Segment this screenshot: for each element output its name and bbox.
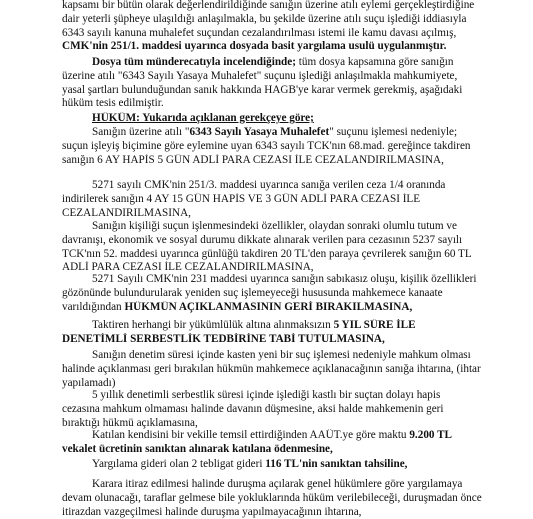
text-line (62, 220, 524, 234)
text-segment: ADLİ PARA CEZASI İLE CEZALANDIRILMASINA, (62, 261, 314, 274)
text-line (62, 248, 524, 262)
text-segment: varıldığından (62, 300, 125, 313)
text-segment: 116 TL'nin sanıktan tahsiline, (265, 458, 408, 470)
text-line (62, 492, 524, 506)
text-segment: CMK'nin 251/1. maddesi uyarınca dosyada basit yargılama usulü uygulanmıştır. (62, 40, 447, 53)
text-segment: devam olunacağı, taraflar gelmese bile yokluklarında hüküm verilebileceği, duruşmadan önce (62, 491, 482, 504)
paragraph (62, 126, 524, 167)
text-segment: vekalet ücretinin sanıktan alınarak katılana ödenmesine, (62, 442, 333, 455)
text-segment: " suçunu işlemesi nedeniyle; (329, 126, 458, 138)
text-line (62, 112, 524, 126)
text-segment: Sanığın üzerine atılı " (92, 126, 190, 138)
text-line (62, 333, 524, 347)
text-segment: kapsamı bir bütün olarak değerlendirildiğinde sanığın üzerine atılı eylemi gerçekleştirdiğine (62, 0, 475, 11)
text-segment: 5271 Sayılı CMK'nin 231 maddesi uyarınca sanığın sabıkasız oluşu, kişilik özellikleri (92, 273, 477, 285)
text-line (62, 349, 524, 363)
paragraph (62, 220, 524, 275)
text-segment: itirazdan vazgeçilmesi halinde duruşma yapılmayacağının ihtarına, (62, 505, 362, 518)
text-line (62, 506, 524, 519)
text-segment: yasal şartları bulunduğundan sanık hakkında HAGB'ye karar vermek gerekmiş, aşağıdaki (62, 83, 463, 96)
text-segment: üzerine atılı "6343 Sayılı Yasaya Muhalefet" suçunu işlediği anlaşılmakla mahkumiyete, (62, 69, 458, 82)
text-line (62, 140, 524, 154)
text-line (62, 458, 524, 472)
paragraph (62, 478, 524, 519)
text-line (62, 429, 524, 443)
text-segment: 5271 sayılı CMK'nin 251/3. maddesi uyarınca sanığa verilen ceza 1/4 oranında (92, 179, 446, 191)
text-segment: Dosya tüm münderecatıyla incelendiğinde; (92, 56, 296, 68)
text-segment: Yargılama gideri olan 2 tebligat gideri (92, 458, 266, 470)
text-segment: Sanığın kişiliği suçun işlenmesindeki özellikler, olaydan sonraki olumlu tutum ve (92, 220, 457, 232)
paragraph (62, 112, 524, 126)
text-segment: HÜKÜM: Yukarıda açıklanan gerekçeye göre; (92, 112, 314, 124)
text-segment: Karara itiraz edilmesi halinde duruşma açılarak genel hükümlere göre yargılamaya (92, 478, 463, 490)
paragraph (62, 56, 524, 111)
paragraph (62, 349, 524, 390)
text-segment: 9.200 TL (409, 429, 453, 441)
text-line (62, 154, 524, 168)
text-line (62, 443, 524, 457)
text-segment: 6343 sayılı kanuna muhalefet suçundan cezalandırılması istemi ile kamu davası açılmış, (62, 26, 457, 39)
paragraph (62, 0, 524, 54)
text-line (62, 97, 524, 111)
text-line (62, 273, 524, 287)
text-line (62, 13, 524, 27)
text-segment: TCK'nın 52. maddesi uyarınca günlüğü takdiren 20 TL'den paraya çevrilerek sanığın 60 TL (62, 247, 472, 260)
text-segment: tüm dosya kapsamına göre sanığın (295, 56, 454, 68)
paragraph (62, 273, 524, 314)
paragraph (62, 429, 524, 457)
text-line (62, 207, 524, 221)
text-line (62, 179, 524, 193)
text-segment: bıraktığı hükmü açıklamasına, (62, 416, 198, 429)
text-line (62, 234, 524, 248)
paragraph (62, 389, 524, 430)
text-line (62, 70, 524, 84)
text-line (62, 389, 524, 403)
paragraph (62, 319, 524, 347)
text-segment: 5 YIL SÜRE İLE (333, 319, 416, 331)
text-segment: sanığın 6 AY HAPİS 5 GÜN ADLİ PARA CEZASI İLE CEZALANDIRILMASINA, (62, 153, 444, 166)
text-line (62, 0, 524, 13)
text-segment: HÜKMÜN AÇIKLANMASININ GERİ BIRAKILMASINA, (124, 300, 413, 313)
text-segment: cezasına mahkum olmaması halinde davanın düşmesine, aksi halde mahkemenin geri (62, 402, 444, 415)
text-segment: 6343 Sayılı Yasaya Muhalefet (189, 126, 330, 138)
text-line (62, 193, 524, 207)
text-line (62, 287, 524, 301)
text-segment: 5 yıllık denetimli serbestlik süresi içinde işlediği kastlı bir suçtan dolayı hapis (92, 389, 441, 401)
text-segment: yapılamadı) (62, 376, 116, 389)
text-line (62, 84, 524, 98)
text-segment: dair yeterli şüpheye ulaşıldığı anlaşılmakla, bu şekilde üzerine atılı suçu işlediği iddiasıyla (62, 12, 467, 25)
text-segment: Taktiren herhangi bir yükümlülük altına alınmaksızın (92, 319, 334, 331)
text-line (62, 56, 524, 70)
text-segment: DENETİMLİ SERBESTLİK TEDBİRİNE TABİ TUTULMASINA, (62, 332, 385, 345)
text-line (62, 478, 524, 492)
paragraph (62, 179, 524, 220)
text-line (62, 319, 524, 333)
text-line (62, 403, 524, 417)
text-segment: gözönünde bulundurularak yeniden suç işlemeyeceği hususunda mahkemece kanaate (62, 286, 443, 299)
text-line (62, 363, 524, 377)
text-segment: halinde açıklanması geri bırakılan hükmün mahkemece açıklanacağının sanığa ihtarına, (ihtar (62, 362, 481, 375)
paragraph (62, 458, 524, 472)
text-segment: indirilerek sanığın 4 AY 15 GÜN HAPİS VE 3 GÜN ADLİ PARA CEZASI İLE (62, 192, 421, 205)
text-line (62, 27, 524, 41)
text-line (62, 126, 524, 140)
text-segment: Sanığın denetim süresi içinde kasten yeni bir suç işlemesi nedeniyle mahkum olması (92, 349, 471, 361)
text-segment: Katılan kendisini bir vekille temsil ettirdiğinden AAÜT.ye göre maktu (92, 429, 410, 441)
text-segment: davranışı, ekonomik ve sosyal durumu dikkate alınarak verilen para cezasının 5237 sayılı (62, 233, 463, 246)
text-line (62, 301, 524, 315)
text-segment: suçun işleyiş biçimine göre eylemine uyan 6343 sayılı TCK'nın 68.mad. gereğince takdiren (62, 139, 471, 152)
text-segment: CEZALANDIRILMASINA, (62, 206, 191, 219)
text-line (62, 40, 524, 54)
text-segment: hüküm tesis edilmiştir. (62, 97, 164, 110)
